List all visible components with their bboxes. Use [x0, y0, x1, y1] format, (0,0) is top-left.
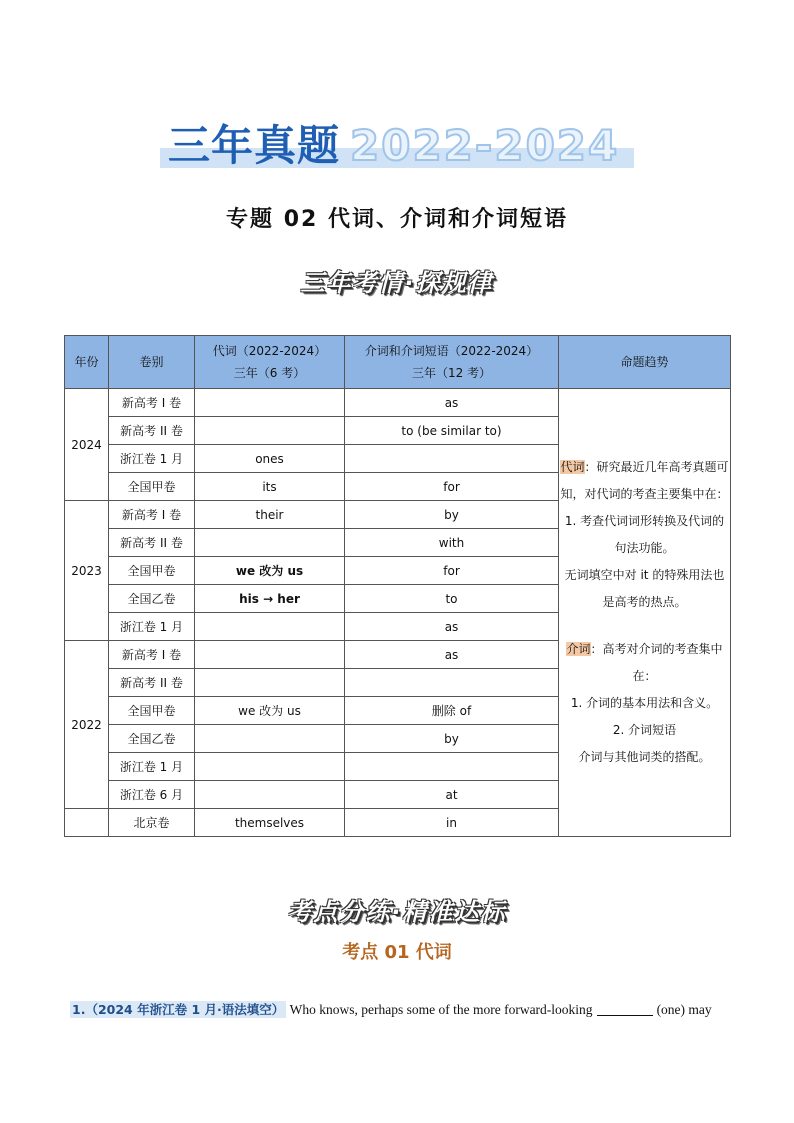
header-prep-line1: 介词和介词短语（2022-2024）: [364, 344, 539, 358]
prep-cell: as: [345, 641, 559, 669]
year-cell: 2023: [65, 501, 109, 641]
header-prep-line2: 三年（12 考）: [411, 366, 492, 380]
pronoun-cell: [195, 585, 345, 613]
year-cell: 2024: [65, 389, 109, 501]
pronoun-cell: [195, 669, 345, 697]
paper-cell: 浙江卷 6 月: [109, 781, 195, 809]
question-hint: (one) may: [656, 1002, 712, 1017]
pronoun-cell: [195, 557, 345, 585]
paper-cell: 全国乙卷: [109, 725, 195, 753]
header-year: 年份: [65, 336, 109, 389]
paper-cell: 全国甲卷: [109, 697, 195, 725]
table-header-row: [65, 336, 731, 389]
paper-cell: 全国乙卷: [109, 585, 195, 613]
trend-pronoun-tag: 代词: [560, 460, 585, 474]
trend-point-4: 2. 介词短语: [612, 723, 677, 737]
header-pronoun: [195, 336, 345, 389]
header-preposition: [345, 336, 559, 389]
topic-title: 专题 02 代词、介词和介词短语: [226, 207, 568, 232]
point-title: 考点 01 代词: [342, 942, 452, 963]
trend-point-3: 1. 介词的基本用法和含义。: [570, 696, 719, 710]
prep-cell: to: [345, 585, 559, 613]
header-pronoun-line1: 代词（2022-2024）: [212, 344, 327, 358]
trend-prep-text: ：高考对介词的考查集中在：: [590, 642, 723, 683]
section-banner-analysis: 三年考情·探规律: [300, 269, 494, 297]
question-tag: 1.（2024 年浙江卷 1 月·语法填空）: [72, 1002, 285, 1017]
trend-point-5: 介词与其他词类的搭配。: [578, 750, 711, 764]
pronoun-cell: we 改为 us: [195, 697, 345, 725]
pronoun-cell: ones: [195, 445, 345, 473]
banner-text: [168, 118, 619, 174]
pronoun-cell: its: [195, 473, 345, 501]
pronoun-bold: his → her: [239, 591, 300, 606]
pronoun-cell: themselves: [195, 809, 345, 837]
paper-cell: 新高考 I 卷: [109, 501, 195, 529]
table-row: [65, 389, 731, 417]
prep-cell: [345, 753, 559, 781]
pronoun-cell: [195, 725, 345, 753]
exam-summary-table: [64, 335, 731, 837]
answer-blank[interactable]: [597, 1015, 653, 1016]
prep-cell: for: [345, 473, 559, 501]
pronoun-cell: [195, 781, 345, 809]
trend-gap: [559, 616, 730, 636]
prep-cell: with: [345, 529, 559, 557]
pronoun-cell: [195, 753, 345, 781]
pronoun-cell: [195, 529, 345, 557]
year-cell-empty: [65, 809, 109, 837]
paper-cell: 新高考 II 卷: [109, 669, 195, 697]
paper-cell: 新高考 II 卷: [109, 529, 195, 557]
question-text: Who knows, perhaps some of the more forward-looking: [289, 1002, 593, 1017]
prep-cell: by: [345, 501, 559, 529]
paper-cell: 新高考 II 卷: [109, 417, 195, 445]
trend-point-1: 1. 考查代词词形转换及代词的句法功能。: [564, 514, 725, 555]
year-cell: 2022: [65, 641, 109, 809]
trend-prep: [559, 636, 730, 690]
prep-cell: by: [345, 725, 559, 753]
banner-years: 2022-2024: [350, 121, 620, 170]
paper-cell: 新高考 I 卷: [109, 641, 195, 669]
trend-point-2: 无词填空中对 it 的特殊用法也是高考的热点。: [564, 568, 725, 609]
trend-cell: [559, 389, 731, 837]
title-banner: [160, 118, 636, 176]
trend-pronoun-text: ：研究最近几年高考真题可知，对代词的考查主要集中在：: [560, 460, 729, 501]
prep-cell: for: [345, 557, 559, 585]
pronoun-bold: we 改为 us: [235, 564, 304, 578]
header-trend: 命题趋势: [559, 336, 731, 389]
trend-pronoun: [559, 454, 730, 508]
question-1: [70, 1000, 740, 1018]
header-pronoun-line2: 三年（6 考）: [233, 366, 306, 380]
section-banner-practice: 考点分练·精准达标: [287, 898, 507, 926]
pronoun-cell: [195, 613, 345, 641]
paper-cell: 全国甲卷: [109, 557, 195, 585]
pronoun-cell: [195, 641, 345, 669]
paper-cell: 浙江卷 1 月: [109, 613, 195, 641]
paper-cell: 浙江卷 1 月: [109, 445, 195, 473]
pronoun-cell: their: [195, 501, 345, 529]
prep-cell: [345, 445, 559, 473]
banner-chinese: 三年真题: [168, 121, 341, 170]
prep-cell: at: [345, 781, 559, 809]
prep-cell: to (be similar to): [345, 417, 559, 445]
prep-cell: as: [345, 389, 559, 417]
header-paper: 卷别: [109, 336, 195, 389]
prep-cell: in: [345, 809, 559, 837]
paper-cell: 新高考 I 卷: [109, 389, 195, 417]
prep-cell: 删除 of: [345, 697, 559, 725]
prep-cell: as: [345, 613, 559, 641]
pronoun-cell: [195, 417, 345, 445]
paper-cell: 全国甲卷: [109, 473, 195, 501]
prep-cell: [345, 669, 559, 697]
trend-prep-tag: 介词: [566, 642, 591, 656]
paper-cell: 浙江卷 1 月: [109, 753, 195, 781]
paper-cell: 北京卷: [109, 809, 195, 837]
pronoun-cell: [195, 389, 345, 417]
